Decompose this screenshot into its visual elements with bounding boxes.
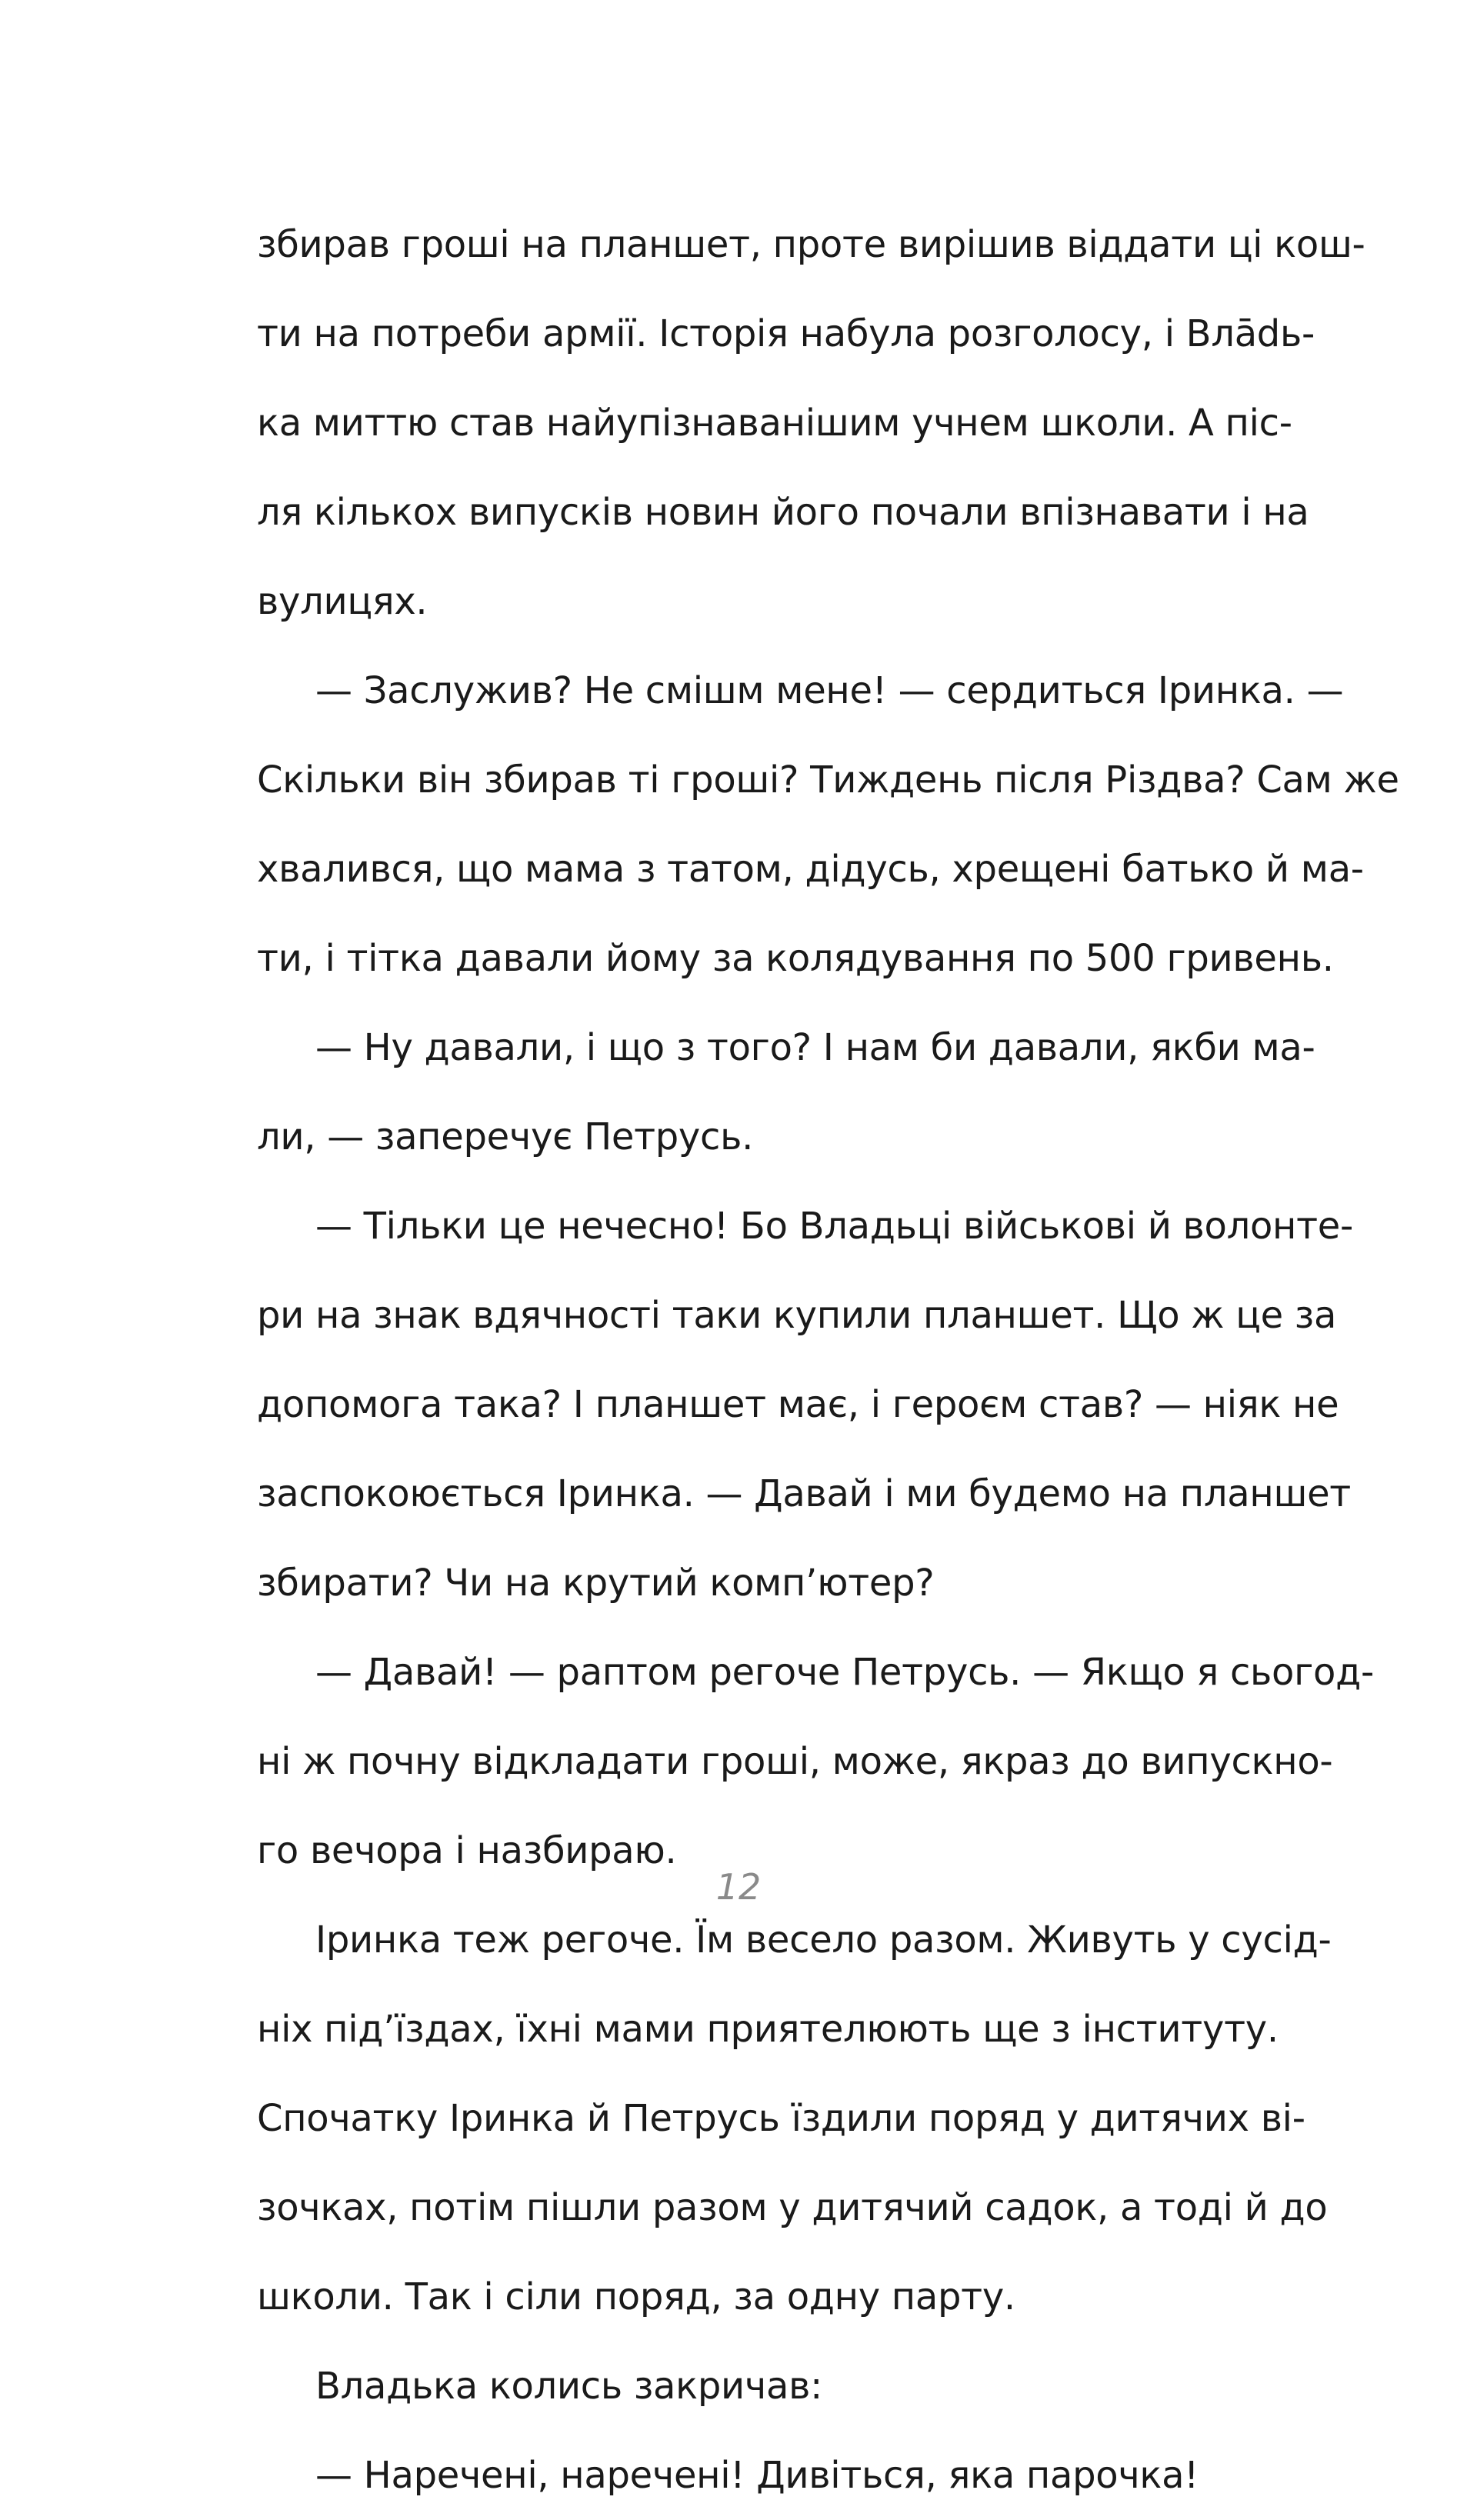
- text-line: ли, — заперечує Петрусь.: [257, 1115, 754, 1158]
- text-line: зочках, потім пішли разом у дитячий садок, а тоді й до: [257, 2186, 1328, 2229]
- text-line: Скільки він збирав ті гроші? Тиждень після Різдва? Сам же: [257, 758, 1399, 802]
- text-line: — Тільки це нечесно! Бо Владьці військові й волонте-: [315, 1205, 1354, 1248]
- text-line: ти, і тітка давали йому за колядування по 500 гривень.: [257, 937, 1334, 980]
- text-line: ти на потреби армії. Історія набула розголосу, і Влādь-: [257, 312, 1315, 355]
- text-line: школи. Так і сіли поряд, за одну парту.: [257, 2275, 1015, 2318]
- text-line: збирати? Чи на крутий комп’ютер?: [257, 1562, 935, 1605]
- page-number: 12: [715, 1866, 762, 1908]
- body-text: [257, 200, 1399, 2520]
- text-line: ка миттю став найупізнаванішим учнем школи. А піс-: [257, 402, 1292, 445]
- text-line: ні ж почну відкладати гроші, може, якраз до випускно-: [257, 1740, 1333, 1783]
- text-line: — Заслужив? Не смішм мене! — сердиться Іринка. —: [315, 669, 1344, 712]
- text-line: Іринка теж регоче. Їм весело разом. Живуть у сусід-: [315, 1918, 1332, 1962]
- text-line: допомога така? І планшет має, і героєм став? — ніяк не: [257, 1383, 1339, 1426]
- text-line: збирав гроші на планшет, проте вирішив віддати ці кош-: [257, 223, 1365, 266]
- text-line: — Давай! — раптом регоче Петрусь. — Якщо я сьогод-: [315, 1651, 1374, 1694]
- text-line: го вечора і назбираю.: [257, 1829, 677, 1872]
- text-line: Спочатку Іринка й Петрусь їздили поряд у дитячих ві-: [257, 2097, 1305, 2140]
- text-line: ля кількох випусків новин його почали впізнавати і на: [257, 491, 1309, 534]
- text-line: Владька колись закричав:: [315, 2365, 822, 2408]
- text-line: хвалився, що мама з татом, дідусь, хрещені батько й ма-: [257, 848, 1364, 891]
- text-line: — Наречені, наречені! Дивіться, яка парочка!: [315, 2454, 1199, 2497]
- text-line: ри на знак вдячності таки купили планшет. Що ж це за: [257, 1294, 1337, 1337]
- text-line: ніх під’їздах, їхні мами приятелюють ще з інституту.: [257, 2008, 1279, 2051]
- text-line: заспокоюється Іринка. — Давай і ми будемо на планшет: [257, 1472, 1351, 1515]
- text-line: вулицях.: [257, 580, 428, 623]
- text-line: — Ну давали, і що з того? І нам би давали, якби ма-: [315, 1026, 1315, 1069]
